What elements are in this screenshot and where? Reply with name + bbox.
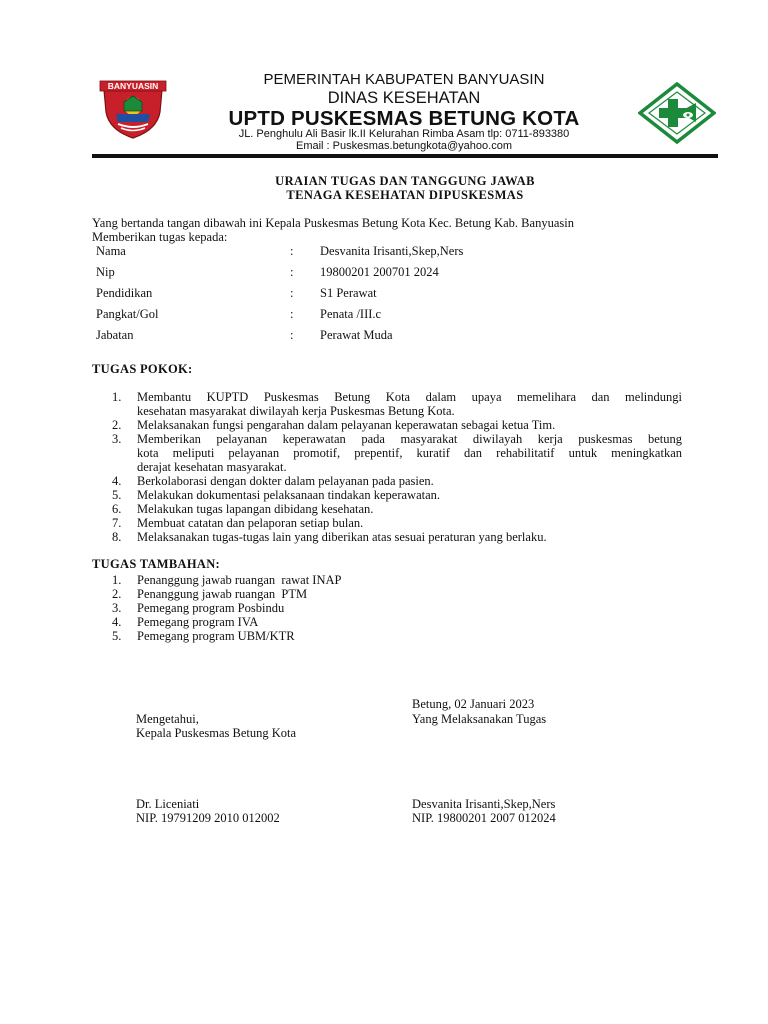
tugas-pokok-heading: TUGAS POKOK: (92, 362, 193, 376)
tugas-pokok-text-line: Berkolaborasi dengan dokter dalam pelayanan pada pasien. (137, 474, 434, 488)
tugas-pokok-text-line: Melakukan tugas lapangan dibidang kesehatan. (137, 502, 374, 516)
left-signer-line2: Kepala Puskesmas Betung Kota (136, 726, 297, 740)
tugas-tambahan-text: Pemegang program IVA (137, 615, 259, 629)
list-number: 1. (112, 390, 122, 404)
tugas-pokok-text-line: Melaksanakan fungsi pengarahan dalam pelayanan keperawatan sebagai ketua Tim. (137, 418, 556, 432)
identity-value: Desvanita Irisanti,Skep,Ners (320, 244, 464, 258)
institution-name: UPTD PUSKESMAS BETUNG KOTA (228, 107, 580, 130)
list-number: 5. (112, 488, 122, 502)
puskesmas-logo (638, 82, 716, 144)
left-signer-name: Dr. Liceniati (136, 797, 200, 811)
list-number: 3. (112, 432, 122, 446)
list-number: 8. (112, 530, 122, 544)
tugas-pokok-item (92, 474, 682, 488)
tugas-pokok-item (92, 418, 682, 432)
letterhead-divider (92, 154, 718, 158)
tugas-tambahan-text: Pemegang program UBM/KTR (137, 629, 295, 643)
tugas-tambahan-item (92, 573, 682, 587)
tugas-tambahan-list (92, 573, 682, 643)
identity-colon: : (290, 328, 294, 342)
identity-colon: : (290, 265, 294, 279)
tugas-tambahan-text: Pemegang program Posbindu (137, 601, 285, 615)
identity-colon: : (290, 307, 294, 321)
tugas-tambahan-heading: TUGAS TAMBAHAN: (92, 557, 221, 571)
list-number: 7. (112, 516, 122, 530)
tugas-pokok-list (92, 390, 682, 544)
left-signer-nip: NIP. 19791209 2010 012002 (136, 811, 280, 825)
list-number: 2. (112, 418, 122, 432)
identity-value: 19800201 200701 2024 (320, 265, 439, 279)
place-date: Betung, 02 Januari 2023 (412, 697, 535, 711)
list-number: 1. (112, 573, 122, 587)
identity-label: Nama (96, 244, 126, 258)
identity-row (96, 328, 696, 344)
left-signer-line1: Mengetahui, (136, 712, 199, 726)
list-number: 4. (112, 615, 122, 629)
document-title: URAIAN TUGAS DAN TANGGUNG JAWAB (275, 174, 535, 188)
right-signer-line1: Yang Melaksanakan Tugas (412, 712, 547, 726)
identity-colon: : (290, 244, 294, 258)
identity-row (96, 265, 696, 281)
tugas-pokok-text-line: kota meliputi pelayanan promotif, prepentif, kuratif dan rehabilitatif untuk meningkatkan (137, 446, 682, 460)
banyuasin-crest-logo (94, 78, 172, 140)
tugas-pokok-text-line: Melaksanakan tugas-tugas lain yang diberikan atas sesuai peraturan yang berlaku. (137, 530, 547, 544)
tugas-tambahan-item (92, 601, 682, 615)
identity-label: Pangkat/Gol (96, 307, 159, 321)
tugas-pokok-text-line: Membuat catatan dan pelaporan setiap bulan. (137, 516, 364, 530)
tugas-pokok-text-line: derajat kesehatan masyarakat. (137, 460, 287, 474)
identity-label: Nip (96, 265, 115, 279)
department-name: DINAS KESEHATAN (327, 89, 481, 107)
list-number: 6. (112, 502, 122, 516)
list-number: 5. (112, 629, 122, 643)
identity-colon: : (290, 286, 294, 300)
list-number: 3. (112, 601, 122, 615)
intro-line-1: Yang bertanda tangan dibawah ini Kepala Puskesmas Betung Kota Kec. Betung Kab. Banyuasin (92, 216, 574, 230)
identity-value: Perawat Muda (320, 328, 393, 342)
identity-value: Penata /III.c (320, 307, 382, 321)
tugas-pokok-item (92, 488, 682, 502)
tugas-tambahan-item (92, 615, 682, 629)
tugas-pokok-text-line: Melakukan dokumentasi pelaksanaan tindakan keperawatan. (137, 488, 441, 502)
list-number: 2. (112, 587, 122, 601)
intro-line-2: Memberikan tugas kepada: (92, 230, 228, 244)
tugas-tambahan-text: Penanggung jawab ruangan PTM (137, 587, 308, 601)
identity-row (96, 307, 696, 323)
tugas-pokok-item (92, 390, 682, 418)
tugas-pokok-item (92, 530, 682, 544)
crest-banner-text: BANYUASIN (107, 81, 159, 91)
tugas-tambahan-item (92, 629, 682, 643)
right-signer-name: Desvanita Irisanti,Skep,Ners (412, 797, 556, 811)
institution-email: Email : Puskesmas.betungkota@yahoo.com (296, 140, 512, 152)
tugas-pokok-item (92, 516, 682, 530)
tugas-tambahan-item (92, 587, 682, 601)
government-name: PEMERINTAH KABUPATEN BANYUASIN (263, 71, 545, 88)
tugas-tambahan-text: Penanggung jawab ruangan rawat INAP (137, 573, 342, 587)
tugas-pokok-text-line: Memberikan pelayanan keperawatan pada masyarakat diwilayah kerja puskesmas betung (137, 432, 682, 446)
identity-row (96, 286, 696, 302)
right-signer-nip: NIP. 19800201 2007 012024 (412, 811, 556, 825)
tugas-pokok-item (92, 432, 682, 474)
tugas-pokok-item (92, 502, 682, 516)
document-subtitle: TENAGA KESEHATAN DIPUSKESMAS (286, 188, 524, 202)
identity-value: S1 Perawat (320, 286, 377, 300)
tugas-pokok-text-line: Membantu KUPTD Puskesmas Betung Kota dalam upaya memelihara dan melindungi (137, 390, 682, 404)
identity-row (96, 244, 696, 260)
list-number: 4. (112, 474, 122, 488)
tugas-pokok-text-line: kesehatan masyarakat diwilayah kerja Puskesmas Betung Kota. (137, 404, 455, 418)
identity-label: Pendidikan (96, 286, 153, 300)
institution-address: JL. Penghulu Ali Basir lk.II Kelurahan Rimba Asam tlp: 0711-893380 (238, 128, 570, 140)
identity-label: Jabatan (96, 328, 134, 342)
